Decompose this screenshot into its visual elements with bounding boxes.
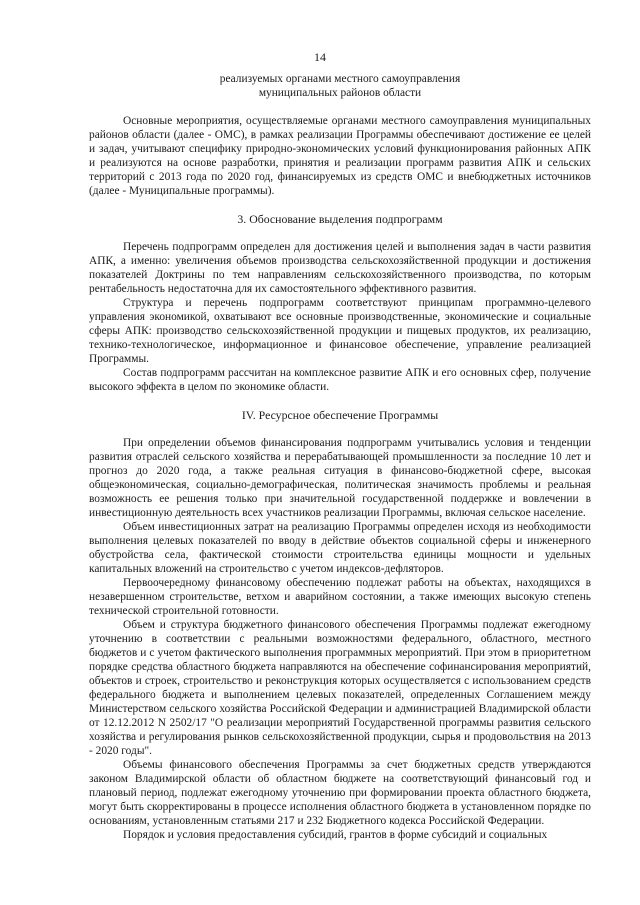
- section-intro-text: [89, 114, 591, 198]
- intro-line: муниципальных районов области: [258, 87, 422, 99]
- section-3-text: [89, 240, 591, 394]
- section-3-heading: 3. Обоснование выделения подпрограмм: [237, 212, 443, 226]
- paragraph: При определении объемов финансирования подпрограмм учитывались условия и тенденции развития отраслей сельского хозяйства и перерабатывающей промышленности за последние 10 лет и прогноз до 2020 года, а также реальная ситуация в финансово-бюджетной сфере, высокая общеэкономическая, социально-демографическая, политическая значимость проблемы и реальная возможность ее решения только при значительной государственной поддержке и вовлечении в инвестиционную деятельность всех участников реализации Программы, включая сельское население.: [89, 437, 591, 519]
- paragraph: Объемы финансового обеспечения Программы за счет бюджетных средств утверждаются законом Владимирской области об областном бюджете на соответствующий финансовый год и плановый период, подлежат ежегодному уточнению при формировании проекта областного бюджета, могут быть скорректированы в процессе исполнения областного бюджета в установленном порядке по основаниям, установленным статьями 217 и 232 Бюджетного кодекса Российской Федерации.: [89, 759, 591, 827]
- paragraph: Состав подпрограмм рассчитан на комплексное развитие АПК и его основных сфер, получение высокого эффекта в целом по экономике области.: [89, 367, 591, 393]
- paragraph: Первоочередному финансовому обеспечению подлежат работы на объектах, находящихся в незавершенном строительстве, ветхом и аварийном состоянии, а также имеющих высокую степень технической строительной готовности.: [89, 577, 591, 617]
- paragraph: Объем и структура бюджетного финансового обеспечения Программы подлежат ежегодному уточнению в соответствии с реальными возможностями федерального, областного, местного бюджетов и с учетом фактического выполнения программных мероприятий. При этом в приоритетном порядке средства областного бюджета направляются на обеспечение софинансирования мероприятий, объектов и строек, строительство и реконструкция которых осуществляется с использованием средств федерального бюджета и выполнением целевых показателей, определенных Соглашением между Министерством сельского хозяйства Российской Федерации и администрацией Владимирской области от 12.12.2012 N 2502/17 "О реализации мероприятий Государственной программы развития сельского хозяйства и регулирования рынков сельскохозяйственной продукции, сырья и продовольствия на 2013 - 2020 годы".: [89, 619, 591, 757]
- section-4-text: [89, 436, 591, 842]
- document-body: [89, 72, 591, 842]
- section-4-heading: IV. Ресурсное обеспечение Программы: [241, 408, 439, 422]
- paragraph: Объем инвестиционных затрат на реализацию Программы определен исходя из необходимости выполнения целевых показателей по вводу в действие объектов социальной сферы и инженерного обустройства села, фактической стоимости строительства единицы мощности и удельных капитальных вложений на строительство с учетом индексов-дефляторов.: [89, 521, 591, 575]
- paragraph: Основные мероприятия, осуществляемые органами местного самоуправления муниципальных районов области (далее - ОМС), в рамках реализации Программы обеспечивают достижение ее целей и задач, учитывают специфику природно-экономических условий функционирования районных АПК и реализуются на основе разработки, принятия и реализации программ развития АПК и сельских территорий с 2013 года по 2020 год, финансируемых из средств ОМС и внебюджетных источников (далее - Муниципальные программы).: [89, 115, 591, 197]
- intro-line: реализуемых органами местного самоуправления: [219, 73, 461, 85]
- intro-heading: [89, 72, 591, 100]
- paragraph: Перечень подпрограмм определен для достижения целей и выполнения задач в части развития АПК, а именно: увеличения объемов производства сельскохозяйственной продукции и достижения показателей Доктрины по тем направлениям сельскохозяйственного производства, по которым рентабельность недостаточна для их самостоятельного эффективного развития.: [89, 241, 591, 295]
- paragraph: Структура и перечень подпрограмм соответствуют принципам программно-целевого управления экономикой, охватывают все основные производственные, экономические и социальные сферы АПК: производство сельскохозяйственной продукции и пищевых продуктов, их реализацию, технико-технологическое, информационное и финансовое обеспечение, управление реализацией Программы.: [89, 297, 591, 365]
- page-number: 14: [314, 50, 326, 64]
- paragraph: Порядок и условия предоставления субсидий, грантов в форме субсидий и социальных: [123, 829, 548, 841]
